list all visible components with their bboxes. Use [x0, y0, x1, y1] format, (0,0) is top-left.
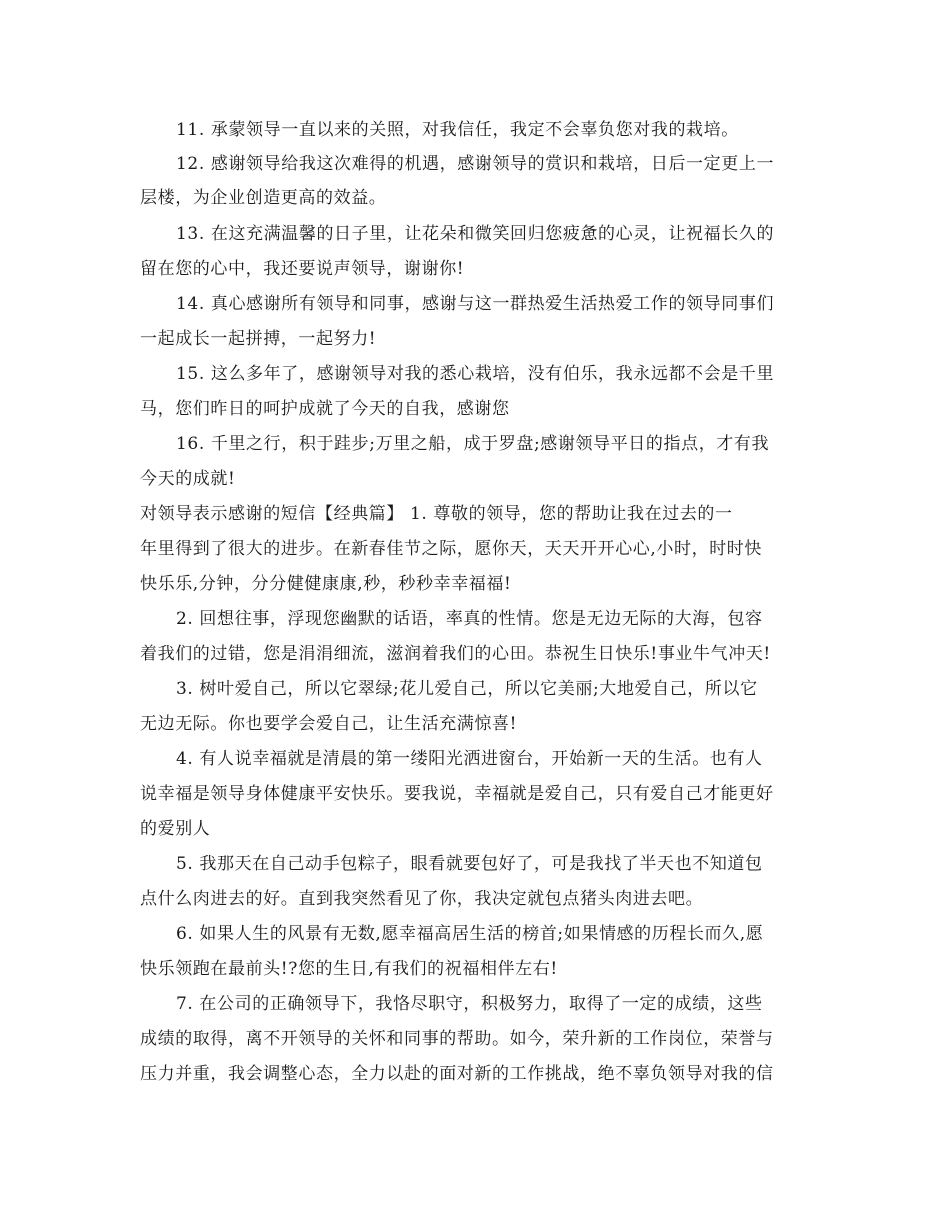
text-line-15: 2. 回想往事，浮现您幽默的话语，率真的性情。您是无边无际的大海，包容: [176, 609, 763, 629]
text-line-11: 今天的成就!: [140, 469, 236, 489]
text-line-13: 年里得到了很大的进步。在新春佳节之际，愿你天，天天开开心心,小时，时时快: [140, 539, 763, 559]
text-line-2: 12. 感谢领导给我这次难得的机遇，感谢领导的赏识和栽培，日后一定更上一: [176, 154, 775, 174]
text-line-20: 说幸福是领导身体健康平安快乐。要我说，幸福就是爱自己，只有爱自己才能更好: [140, 784, 774, 804]
text-line-25: 快乐领跑在最前头!?您的生日,有我们的祝福相伴左右!: [140, 959, 558, 979]
text-line-1: 11. 承蒙领导一直以来的关照，对我信任，我定不会辜负您对我的栽培。: [176, 120, 739, 140]
text-line-12: 对领导表示感谢的短信【经典篇】 1. 尊敬的领导，您的帮助让我在过去的一: [140, 504, 733, 524]
text-line-5: 留在您的心中，我还要说声领导，谢谢你!: [140, 259, 465, 279]
text-line-21: 的爱别人: [140, 819, 211, 839]
text-line-6: 14. 真心感谢所有领导和同事，感谢与这一群热爱生活热爱工作的领导同事们: [176, 294, 775, 314]
text-line-19: 4. 有人说幸福就是清晨的第一缕阳光洒进窗台，开始新一天的生活。也有人: [176, 749, 763, 769]
text-line-14: 快乐乐,分钟，分分健健康康,秒，秒秒幸幸福福!: [140, 574, 512, 594]
text-line-4: 13. 在这充满温馨的日子里，让花朵和微笑回归您疲惫的心灵，让祝福长久的: [176, 224, 775, 244]
text-line-23: 点什么肉进去的好。直到我突然看见了你，我决定就包点猪头肉进去吧。: [140, 889, 704, 909]
text-line-8: 15. 这么多年了，感谢领导对我的悉心栽培，没有伯乐，我永远都不会是千里: [176, 364, 775, 384]
text-line-24: 6. 如果人生的风景有无数,愿幸福高居生活的榜首;如果情感的历程长而久,愿: [176, 924, 764, 944]
text-line-16: 着我们的过错，您是涓涓细流，滋润着我们的心田。恭祝生日快乐!事业牛气冲天!: [140, 644, 771, 664]
text-line-27: 成绩的取得，离不开领导的关怀和同事的帮助。如今，荣升新的工作岗位，荣誉与: [140, 1029, 774, 1049]
text-line-26: 7. 在公司的正确领导下，我恪尽职守，积极努力，取得了一定的成绩，这些: [176, 994, 763, 1014]
text-line-10: 16. 千里之行，积于跬步;万里之船，成于罗盘;感谢领导平日的指点，才有我: [176, 434, 770, 454]
text-line-22: 5. 我那天在自己动手包粽子，眼看就要包好了，可是我找了半天也不知道包: [176, 854, 763, 874]
text-line-18: 无边无际。你也要学会爱自己，让生活充满惊喜!: [140, 714, 518, 734]
text-line-7: 一起成长一起拼搏，一起努力!: [140, 329, 377, 349]
text-line-3: 层楼，为企业创造更高的效益。: [140, 188, 387, 208]
text-line-28: 压力并重，我会调整心态，全力以赴的面对新的工作挑战，绝不辜负领导对我的信: [140, 1064, 774, 1084]
text-line-9: 马，您们昨日的呵护成就了今天的自我，感谢您: [140, 399, 510, 419]
text-line-17: 3. 树叶爱自己，所以它翠绿;花儿爱自己，所以它美丽;大地爱自己，所以它: [176, 679, 758, 699]
